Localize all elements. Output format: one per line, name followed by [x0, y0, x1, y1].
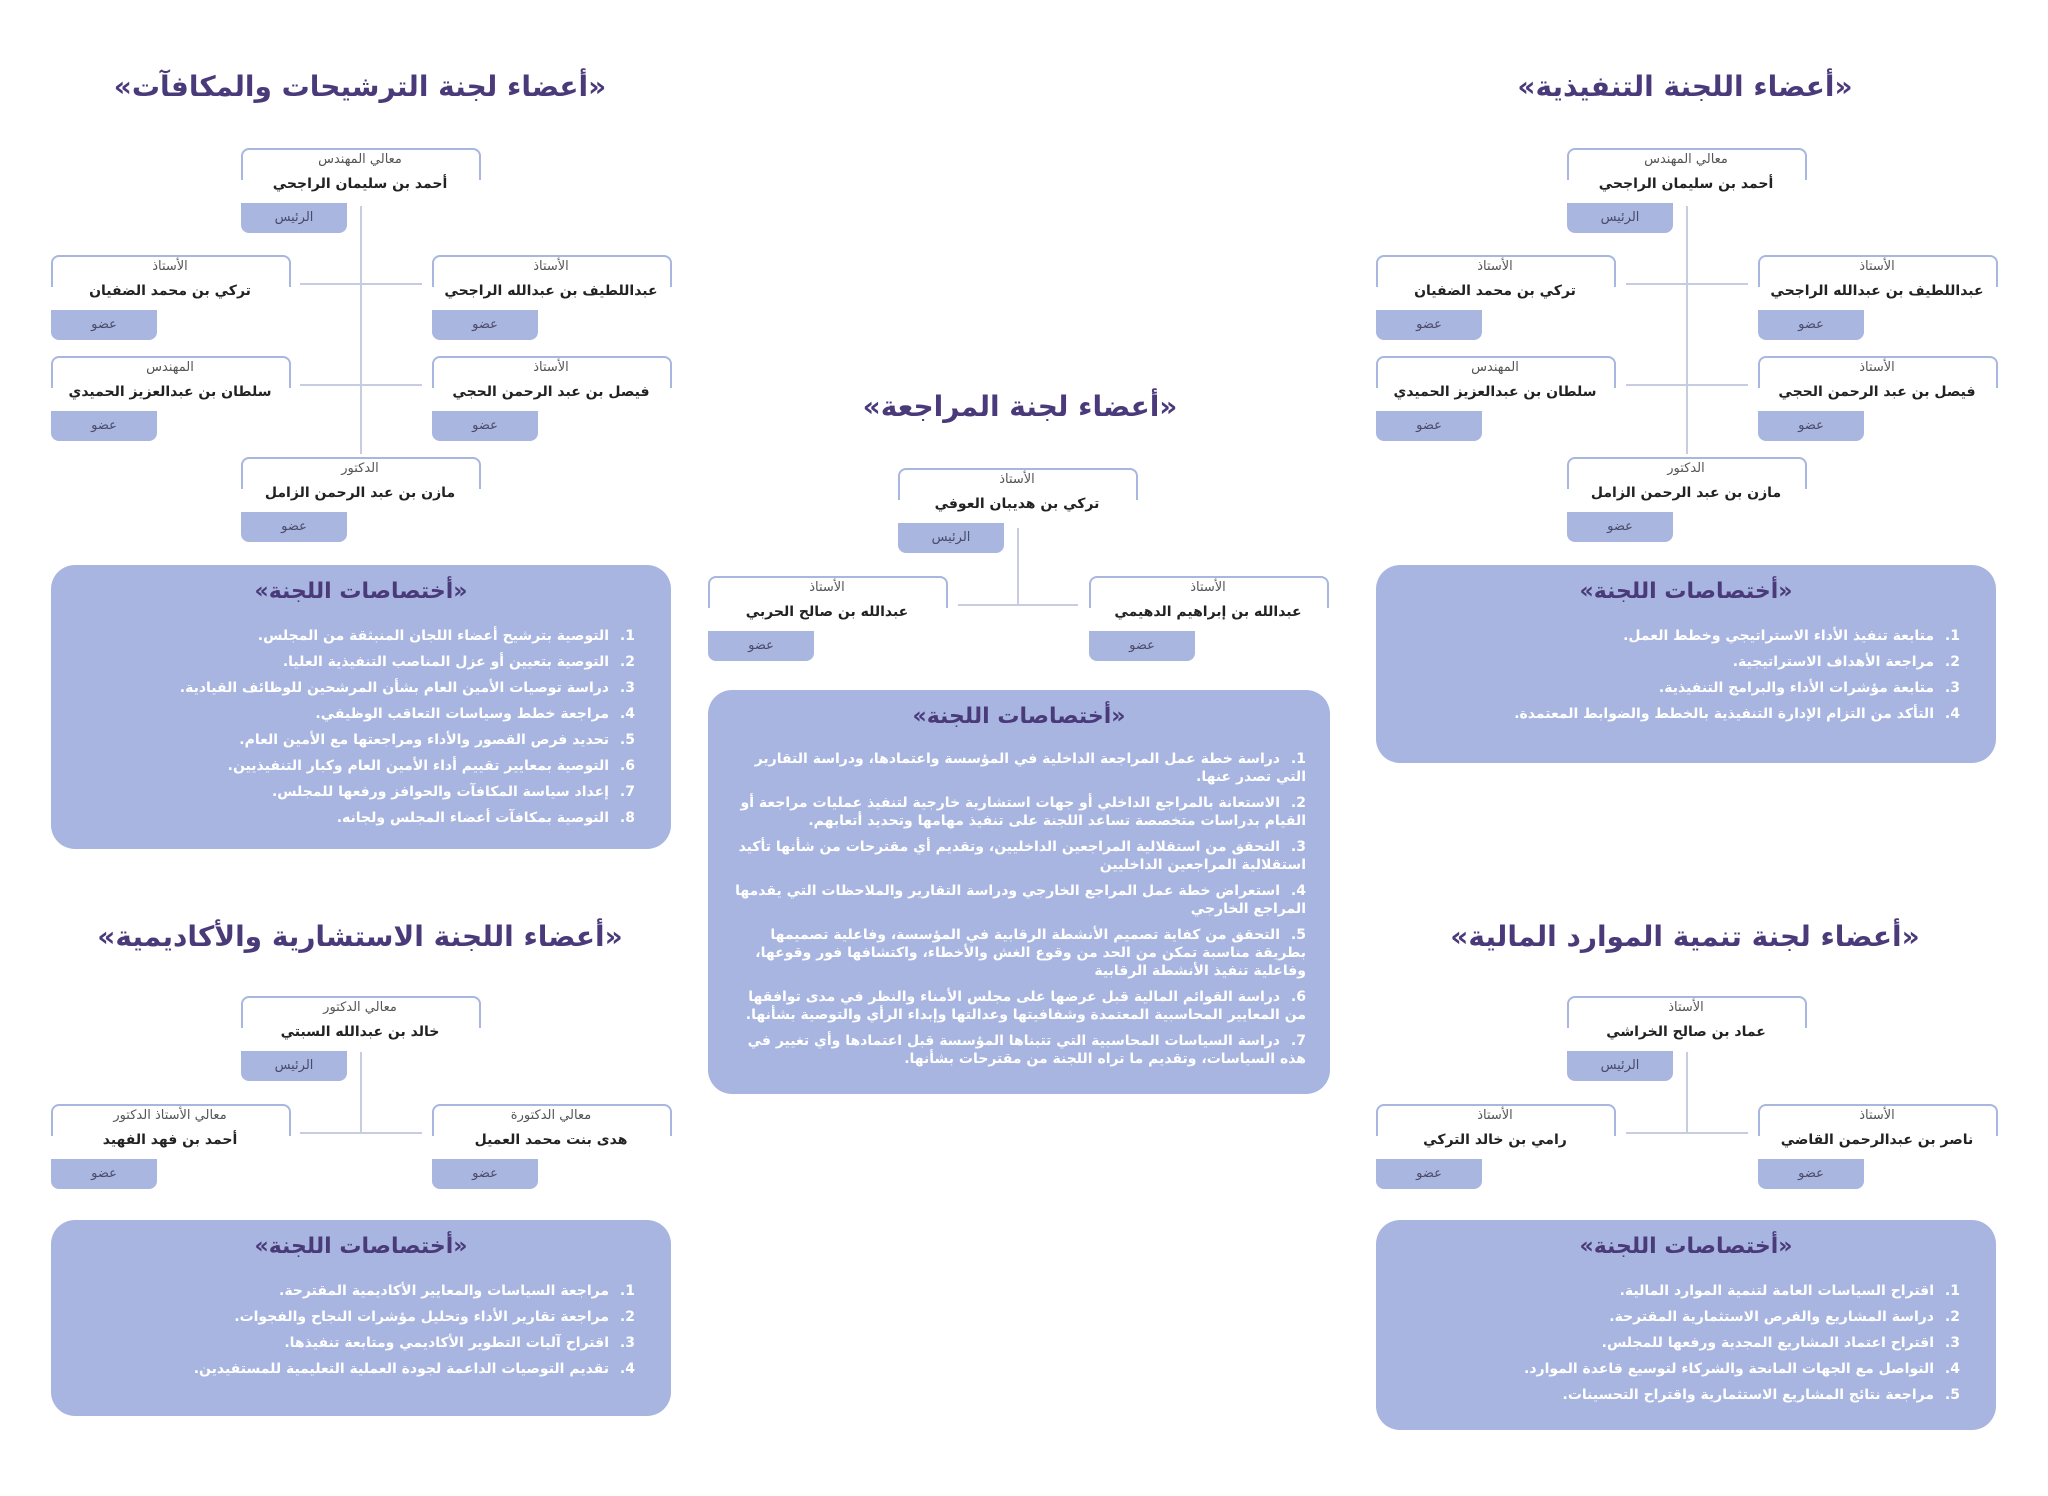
member-card	[1376, 255, 1614, 345]
member-card	[51, 255, 289, 345]
item-text: دراسة السياسات المحاسبية التي تتبناها المؤسسة قبل اعتمادها وأي تغيير في هذه السياسات، وتقديم ما تراه اللجنة من مقترحات بشأنها.	[747, 1033, 1306, 1067]
item-number: 3.	[1290, 839, 1306, 855]
list-item	[194, 1356, 635, 1382]
person-name: خالد بن عبدالله السبتي	[280, 1024, 440, 1040]
role-badge: عضو	[432, 310, 538, 340]
connector	[300, 1132, 422, 1134]
item-number: 4.	[1944, 706, 1960, 722]
person-name: هدى بنت محمد العميل	[474, 1132, 628, 1148]
role-badge: عضو	[51, 1159, 157, 1189]
role-badge: عضو	[1376, 310, 1482, 340]
person-name: سلطان بن عبدالعزيز الحميدي	[1393, 384, 1597, 400]
list-item	[728, 882, 1306, 918]
item-text: اقتراح آليات التطوير الأكاديمي ومتابعة تنفيذها.	[284, 1335, 609, 1351]
duties-list	[1514, 623, 1960, 727]
list-item	[1514, 649, 1960, 675]
item-number: 1.	[1944, 1283, 1960, 1299]
financial-title: «أعضاء لجنة تنمية الموارد المالية»	[1450, 920, 1920, 953]
list-item	[1524, 1356, 1960, 1382]
chair-card	[898, 468, 1136, 558]
item-text: دراسة توصيات الأمين العام بشأن المرشحين للوظائف القيادية.	[179, 680, 609, 696]
item-number: 4.	[619, 706, 635, 722]
member-card	[432, 255, 670, 345]
person-name: أحمد بن سليمان الراجحي	[1598, 176, 1774, 192]
list-item	[194, 1278, 635, 1304]
honorific: معالي الدكتورة	[510, 1108, 592, 1123]
item-number: 3.	[1944, 1335, 1960, 1351]
person-name: عماد بن صالح الخراشي	[1606, 1024, 1766, 1040]
item-number: 6.	[1290, 989, 1306, 1005]
person-name: ناصر بن عبدالرحمن القاضي	[1780, 1132, 1974, 1148]
member-card	[1376, 356, 1614, 446]
item-number: 1.	[1944, 628, 1960, 644]
list-item	[1524, 1382, 1960, 1408]
person-name: مازن بن عبد الرحمن الزامل	[1590, 485, 1782, 501]
person-name: عبدالله بن صالح الحربي	[745, 604, 909, 620]
role-badge: عضو	[432, 1159, 538, 1189]
role-badge: عضو	[241, 512, 347, 542]
item-number: 1.	[619, 628, 635, 644]
item-text: مراجعة خطط وسياسات التعاقب الوظيفي.	[315, 706, 609, 722]
list-item	[1514, 623, 1960, 649]
honorific: الأستاذ	[1859, 360, 1895, 375]
honorific: معالي الدكتور	[323, 1000, 397, 1015]
list-item	[728, 838, 1306, 874]
item-text: دراسة المشاريع والفرص الاستثمارية المقترحة.	[1609, 1309, 1934, 1325]
item-text: التواصل مع الجهات المانحة والشركاء لتوسيع قاعدة الموارد.	[1524, 1361, 1934, 1377]
item-text: التأكد من التزام الإدارة التنفيذية بالخطط والضوابط المعتمدة.	[1514, 706, 1934, 722]
person-name: عبداللطيف بن عبدالله الراجحي	[444, 283, 658, 299]
executive-title: «أعضاء اللجنة التنفيذية»	[1517, 70, 1853, 103]
item-text: تحديد فرص القصور والأداء ومراجعتها مع الأمين العام.	[239, 732, 609, 748]
role-badge: الرئيس	[1567, 1051, 1673, 1081]
person-name: تركي بن محمد الضفيان	[89, 283, 251, 299]
nominations-title: «أعضاء لجنة الترشيحات والمكافآت»	[113, 70, 607, 103]
chair-card	[241, 996, 479, 1086]
list-item	[1524, 1304, 1960, 1330]
list-item	[180, 623, 635, 649]
item-text: تقديم التوصيات الداعمة لجودة العملية التعليمية للمستفيدين.	[193, 1361, 609, 1377]
item-number: 1.	[619, 1283, 635, 1299]
duties-list	[180, 623, 635, 831]
connector	[1626, 384, 1748, 386]
list-item	[728, 1032, 1306, 1068]
item-text: التوصية بمعايير تقييم أداء الأمين العام وكبار التنفيذيين.	[227, 758, 609, 774]
item-number: 3.	[619, 680, 635, 696]
duties-box	[1376, 1220, 1996, 1430]
item-text: مراجعة تقارير الأداء وتحليل مؤشرات النجاح والفجوات.	[234, 1309, 609, 1325]
item-text: استعراض خطة عمل المراجع الخارجي ودراسة التقارير والملاحظات التي يقدمها المراجع الخارجي	[735, 883, 1306, 917]
member-card	[432, 356, 670, 446]
connector	[958, 604, 1078, 606]
duties-title: «أختصاصات اللجنة»	[1579, 579, 1793, 604]
item-text: التوصية بترشيح أعضاء اللجان المنبثقة من المجلس.	[257, 628, 609, 644]
member-card	[1758, 255, 1996, 345]
item-number: 5.	[1290, 927, 1306, 943]
chair-card	[241, 148, 479, 238]
item-number: 2.	[1944, 1309, 1960, 1325]
role-badge: عضو	[1089, 631, 1195, 661]
connector	[360, 206, 362, 454]
honorific: الدكتور	[1667, 461, 1705, 476]
connector	[300, 283, 422, 285]
item-number: 2.	[619, 654, 635, 670]
list-item	[1524, 1278, 1960, 1304]
list-item	[180, 701, 635, 727]
item-text: دراسة خطة عمل المراجعة الداخلية في المؤسسة واعتمادها، ودراسة التقارير التي تصدر عنها.	[754, 751, 1306, 785]
list-item	[728, 750, 1306, 786]
role-badge: عضو	[432, 411, 538, 441]
role-badge: عضو	[1376, 411, 1482, 441]
role-badge: عضو	[51, 310, 157, 340]
item-number: 1.	[1290, 751, 1306, 767]
item-number: 6.	[619, 758, 635, 774]
honorific: المهندس	[1471, 360, 1519, 375]
honorific: الأستاذ	[999, 472, 1035, 487]
honorific: الأستاذ	[1477, 259, 1513, 274]
item-number: 7.	[1290, 1033, 1306, 1049]
role-badge: عضو	[708, 631, 814, 661]
item-number: 3.	[1944, 680, 1960, 696]
list-item	[194, 1330, 635, 1356]
list-item	[180, 649, 635, 675]
item-text: اقتراح السياسات العامة لتنمية الموارد المالية.	[1619, 1283, 1934, 1299]
duties-box	[708, 690, 1330, 1094]
list-item	[180, 779, 635, 805]
role-badge: الرئيس	[241, 1051, 347, 1081]
item-number: 8.	[619, 810, 635, 826]
item-number: 5.	[1944, 1387, 1960, 1403]
person-name: فيصل بن عبد الرحمن الحجي	[452, 384, 650, 400]
role-badge: الرئيس	[898, 523, 1004, 553]
item-number: 5.	[619, 732, 635, 748]
honorific: الأستاذ	[1859, 259, 1895, 274]
connector	[300, 384, 422, 386]
honorific: الأستاذ	[809, 580, 845, 595]
honorific: الأستاذ	[1859, 1108, 1895, 1123]
honorific: الدكتور	[341, 461, 379, 476]
item-text: الاستعانة بالمراجع الداخلي أو جهات استشارية خارجية لتنفيذ عمليات مراجعة أو القيام بدراسات متخصصة تساعد اللجنة على تنفيذ مهامها وتحديد أتعابهم.	[740, 795, 1306, 829]
member-card	[432, 1104, 670, 1194]
list-item	[728, 794, 1306, 830]
role-badge: الرئيس	[241, 203, 347, 233]
duties-title: «أختصاصات اللجنة»	[254, 579, 468, 604]
honorific: الأستاذ	[533, 360, 569, 375]
person-name: أحمد بن فهد الفهيد	[102, 1132, 238, 1148]
person-name: رامي بن خالد التركي	[1423, 1132, 1567, 1148]
duties-list	[1524, 1278, 1960, 1408]
item-text: متابعة تنفيذ الأداء الاستراتيجي وخطط العمل.	[1623, 628, 1934, 644]
item-text: دراسة القوائم المالية قبل عرضها على مجلس الأمناء والنظر في مدى توافقها من المعايير المحاسبية المعتمدة وشفافيتها وعدالتها وإبداء الرأي والتوصية بشأنها.	[745, 989, 1306, 1023]
honorific: الأستاذ	[152, 259, 188, 274]
person-name: مازن بن عبد الرحمن الزامل	[264, 485, 456, 501]
person-name: عبدالله بن إبراهيم الدهيمي	[1114, 604, 1302, 620]
item-text: التوصية بتعيين أو عزل المناصب التنفيذية العليا.	[282, 654, 609, 670]
honorific: معالي المهندس	[318, 152, 402, 167]
list-item	[728, 926, 1306, 980]
item-number: 2.	[1290, 795, 1306, 811]
item-text: مراجعة نتائج المشاريع الاستثمارية واقتراح التحسينات.	[1562, 1387, 1934, 1403]
list-item	[1524, 1330, 1960, 1356]
member-card	[1089, 576, 1327, 666]
advisory-title: «أعضاء اللجنة الاستشارية والأكاديمية»	[97, 920, 623, 953]
honorific: الأستاذ	[1477, 1108, 1513, 1123]
honorific: معالي المهندس	[1644, 152, 1728, 167]
honorific: معالي الأستاذ الدكتور	[113, 1108, 227, 1123]
item-number: 4.	[1944, 1361, 1960, 1377]
duties-list	[728, 750, 1306, 1076]
person-name: عبداللطيف بن عبدالله الراجحي	[1770, 283, 1984, 299]
item-text: التوصية بمكافآت أعضاء المجلس ولجانه.	[336, 810, 609, 826]
duties-box	[1376, 565, 1996, 763]
duties-title: «أختصاصات اللجنة»	[1579, 1234, 1793, 1259]
item-text: التحقق من استقلالية المراجعين الداخليين، وتقديم أي مقترحات من شأنها تأكيد استقلالية المراجعين الداخليين	[738, 839, 1306, 873]
connector	[1626, 1132, 1748, 1134]
chair-card	[1567, 996, 1805, 1086]
member-card	[1758, 356, 1996, 446]
list-item	[180, 675, 635, 701]
item-text: اقتراح اعتماد المشاريع المجدية ورفعها للمجلس.	[1601, 1335, 1934, 1351]
item-number: 4.	[619, 1361, 635, 1377]
item-text: مراجعة السياسات والمعايير الأكاديمية المقترحة.	[279, 1283, 609, 1299]
connector	[1686, 206, 1688, 454]
person-name: تركي بن محمد الضفيان	[1414, 283, 1576, 299]
role-badge: الرئيس	[1567, 203, 1673, 233]
member-card	[1567, 457, 1805, 547]
member-card	[1376, 1104, 1614, 1194]
role-badge: عضو	[1758, 310, 1864, 340]
honorific: الأستاذ	[533, 259, 569, 274]
role-badge: عضو	[1567, 512, 1673, 542]
duties-box	[51, 1220, 671, 1416]
person-name: تركي بن هديبان العوفي	[934, 496, 1100, 512]
item-number: 3.	[619, 1335, 635, 1351]
member-card	[1758, 1104, 1996, 1194]
list-item	[1514, 701, 1960, 727]
item-text: مراجعة الأهداف الاستراتيجية.	[1732, 654, 1934, 670]
member-card	[241, 457, 479, 547]
duties-title: «أختصاصات اللجنة»	[254, 1234, 468, 1259]
duties-box	[51, 565, 671, 849]
list-item	[728, 988, 1306, 1024]
item-number: 4.	[1290, 883, 1306, 899]
audit-title: «أعضاء لجنة المراجعة»	[862, 390, 1178, 423]
role-badge: عضو	[1376, 1159, 1482, 1189]
item-number: 2.	[619, 1309, 635, 1325]
role-badge: عضو	[1758, 1159, 1864, 1189]
item-text: إعداد سياسة المكافآت والحوافز ورفعها للمجلس.	[271, 784, 609, 800]
list-item	[180, 805, 635, 831]
item-number: 7.	[619, 784, 635, 800]
duties-list	[194, 1278, 635, 1382]
list-item	[1514, 675, 1960, 701]
person-name: فيصل بن عبد الرحمن الحجي	[1778, 384, 1976, 400]
connector	[1626, 283, 1748, 285]
person-name: سلطان بن عبدالعزيز الحميدي	[68, 384, 272, 400]
person-name: أحمد بن سليمان الراجحي	[272, 176, 448, 192]
item-text: متابعة مؤشرات الأداء والبرامج التنفيذية.	[1658, 680, 1934, 696]
honorific: الأستاذ	[1668, 1000, 1704, 1015]
chair-card	[1567, 148, 1805, 238]
item-number: 2.	[1944, 654, 1960, 670]
role-badge: عضو	[51, 411, 157, 441]
list-item	[180, 753, 635, 779]
item-text: التحقق من كفاية تصميم الأنشطة الرقابية في المؤسسة، وفاعلية تصميمها بطريقة مناسبة تمكن من الحد من وقوع الغش والأخطاء، واكتشافها فور وقوعها، وفاعلية تنفيذ الأنشطة الرقابية	[755, 927, 1306, 979]
honorific: الأستاذ	[1190, 580, 1226, 595]
honorific: المهندس	[146, 360, 194, 375]
member-card	[708, 576, 946, 666]
role-badge: عضو	[1758, 411, 1864, 441]
list-item	[180, 727, 635, 753]
member-card	[51, 1104, 289, 1194]
duties-title: «أختصاصات اللجنة»	[912, 704, 1126, 729]
list-item	[194, 1304, 635, 1330]
member-card	[51, 356, 289, 446]
